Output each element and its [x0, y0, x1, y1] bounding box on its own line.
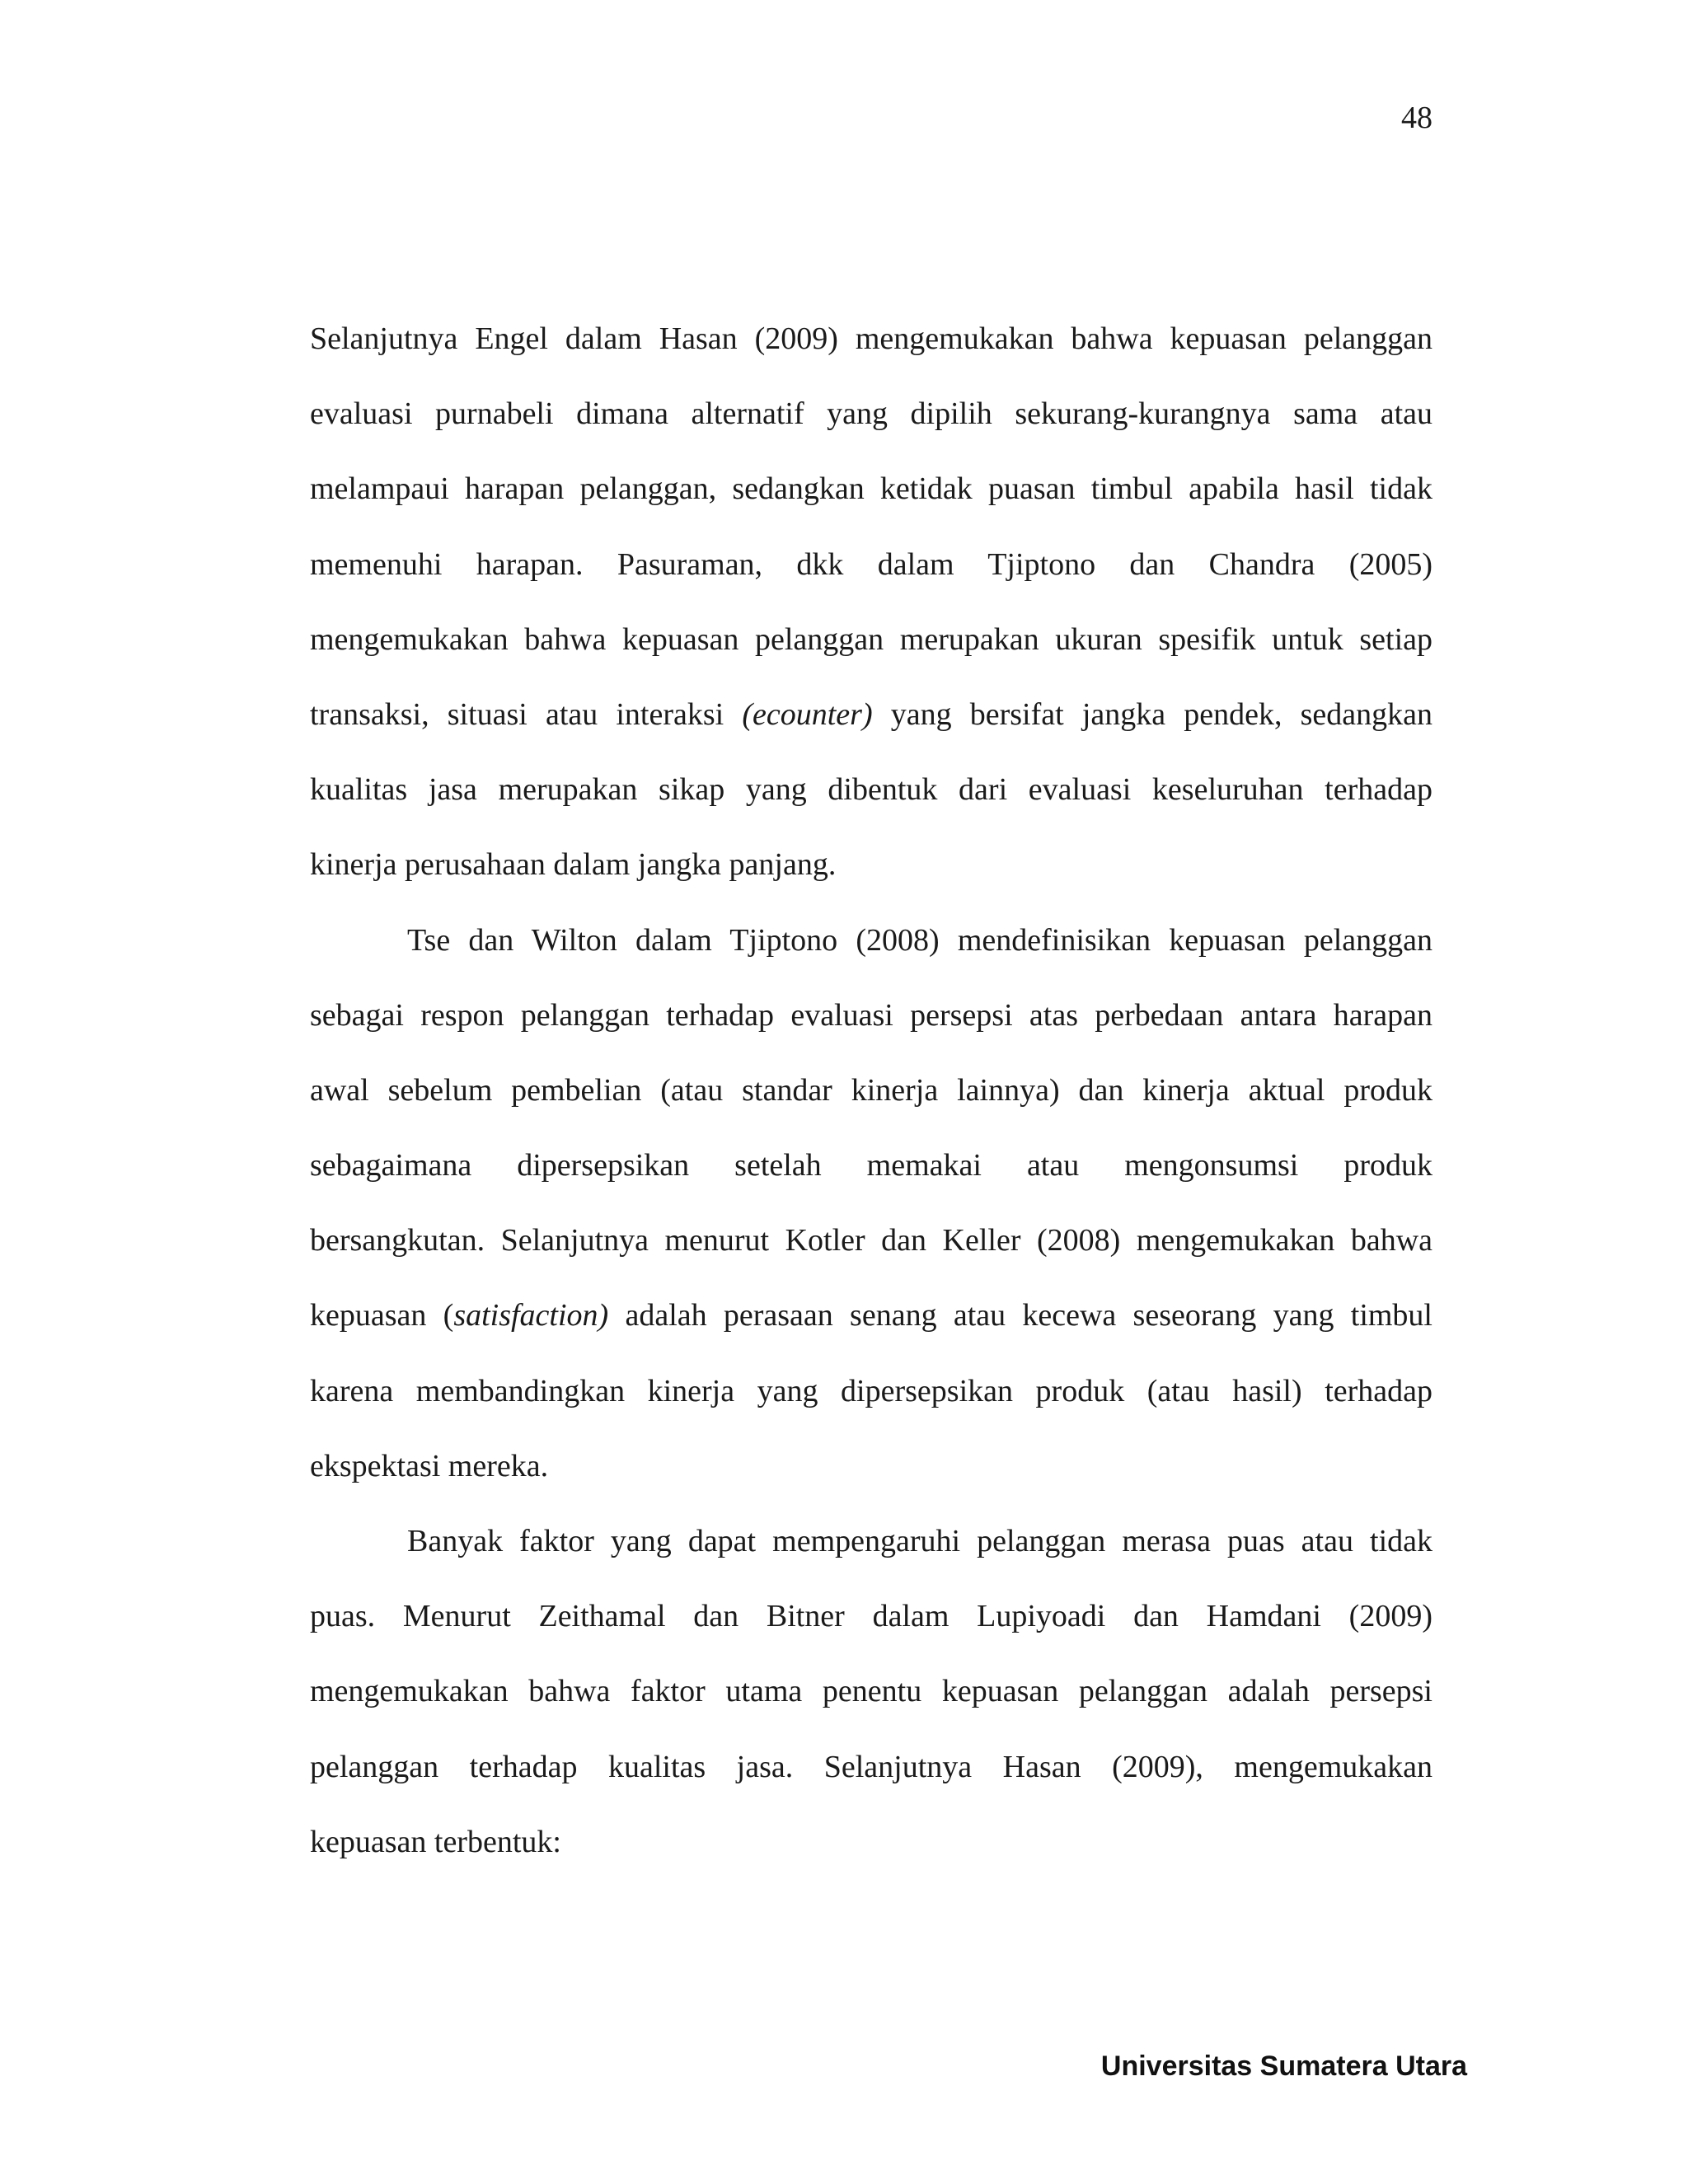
- text-line: karena membandingkan kinerja yang dipersepsikan produk (atau hasil) terhadap: [310, 1373, 1432, 1408]
- text-line: kinerja perusahaan dalam jangka panjang.: [310, 847, 837, 883]
- text-line: Banyak faktor yang dapat mempengaruhi pelanggan merasa puas atau tidak: [407, 1524, 1432, 1558]
- text-line: evaluasi purnabeli dimana alternatif yang dipilih sekurang-kurangnya sama atau: [310, 396, 1432, 432]
- text-line: melampaui harapan pelanggan, sedangkan ketidak puasan timbul apabila hasil tidak: [310, 471, 1432, 507]
- footer-institution: Universitas Sumatera Utara: [1100, 2050, 1467, 2082]
- text-line: puas. Menurut Zeithamal dan Bitner dalam Lupiyoadi dan Hamdani (2009): [310, 1599, 1432, 1634]
- text-line: [310, 1278, 1432, 1353]
- body-text: [310, 302, 1432, 1880]
- text-line: memenuhi harapan. Pasuraman, dkk dalam Tjiptono dan Chandra (2005): [310, 546, 1432, 582]
- page-number: 48: [1401, 101, 1432, 135]
- italic-term: (ecounter): [742, 696, 873, 732]
- text-line: [310, 677, 1432, 752]
- text-line: kepuasan terbentuk:: [310, 1824, 561, 1859]
- text-line: pelanggan terhadap kualitas jasa. Selanjutnya Hasan (2009), mengemukakan: [310, 1749, 1432, 1784]
- text-segment: adalah perasaan senang atau kecewa seseorang yang timbul: [608, 1298, 1432, 1333]
- text-line: Selanjutnya Engel dalam Hasan (2009) mengemukakan bahwa kepuasan pelanggan: [310, 321, 1432, 356]
- text-line: ekspektasi mereka.: [310, 1448, 549, 1483]
- italic-term: satisfaction): [453, 1298, 609, 1333]
- text-segment: yang bersifat jangka pendek, sedangkan: [872, 696, 1432, 732]
- text-line: awal sebelum pembelian (atau standar kinerja lainnya) dan kinerja aktual produk: [310, 1072, 1432, 1108]
- text-line: bersangkutan. Selanjutnya menurut Kotler dan Keller (2008) mengemukakan bahwa: [310, 1223, 1432, 1258]
- text-line: Tse dan Wilton dalam Tjiptono (2008) mendefinisikan kepuasan pelanggan: [407, 922, 1432, 958]
- text-line: sebagai respon pelanggan terhadap evaluasi persepsi atas perbedaan antara harapan: [310, 997, 1432, 1033]
- paragraph-1: [310, 302, 1432, 903]
- paragraph-3: [310, 1504, 1432, 1880]
- text-line: sebagaimana dipersepsikan setelah memakai atau mengonsumsi produk: [310, 1148, 1432, 1183]
- text-segment: kepuasan (: [310, 1298, 454, 1333]
- text-segment: transaksi, situasi atau interaksi: [310, 696, 743, 732]
- paragraph-2: [310, 903, 1432, 1505]
- text-line: mengemukakan bahwa faktor utama penentu kepuasan pelanggan adalah persepsi: [310, 1674, 1432, 1709]
- text-line: kualitas jasa merupakan sikap yang dibentuk dari evaluasi keseluruhan terhadap: [310, 772, 1432, 808]
- text-line: mengemukakan bahwa kepuasan pelanggan merupakan ukuran spesifik untuk setiap: [310, 621, 1432, 657]
